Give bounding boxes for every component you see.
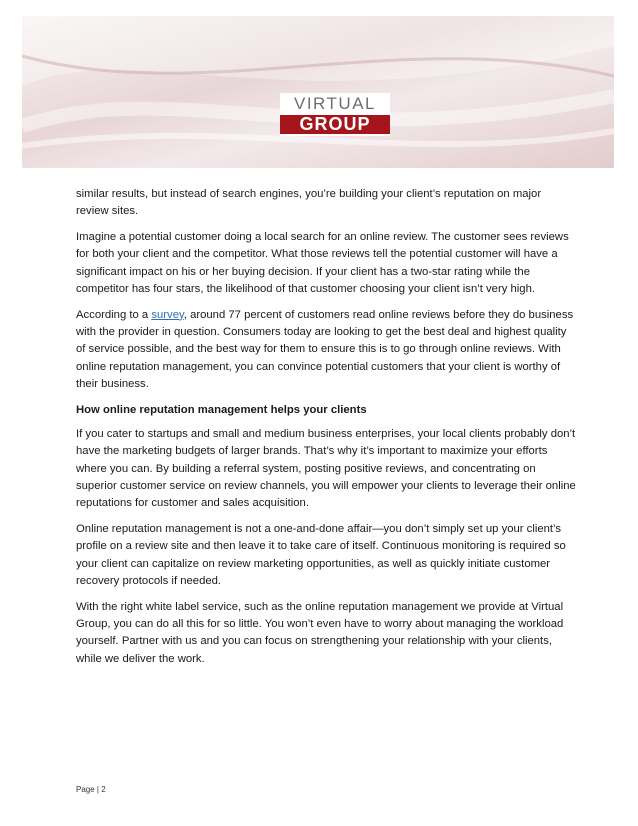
- document-body: [76, 186, 576, 676]
- header-banner: [22, 16, 614, 168]
- logo-text-group: GROUP: [280, 115, 390, 134]
- logo-text-virtual: VIRTUAL: [294, 94, 376, 113]
- paragraph-5: Online reputation management is not a one-and-done affair—you don’t simply set up your client’s profile on a review site and then leave it to take care of itself. Continuous monitoring is required so your client can capitalize on review marketing opportunities, as well as quickly initiate customer recovery protocols if needed.: [76, 523, 566, 587]
- section-heading: How online reputation management helps your clients: [76, 403, 367, 416]
- paragraph-1: similar results, but instead of search engines, you’re building your client’s reputation on major review sites.: [76, 188, 542, 218]
- paragraph-3: [76, 307, 576, 393]
- page-number: Page | 2: [76, 785, 106, 794]
- survey-link[interactable]: survey: [151, 308, 184, 321]
- paragraph-2: Imagine a potential customer doing a local search for an online review. The customer sees reviews for both your client and the competitor. What those reviews tell the potential customer will have a significant impact on his or her buying decision. If your client has a two-star rating while the competitor has four stars, the likelihood of that customer choosing your client isn’t very high.: [76, 231, 569, 295]
- banner-wave-graphic: [22, 16, 614, 168]
- paragraph-3-start: According to a: [76, 308, 152, 321]
- paragraph-4: If you cater to startups and small and medium business enterprises, your local clients probably don’t have the marketing budgets of larger brands. That’s why it’s important to maximize your efforts where you can. By building a referral system, posting positive reviews, and concentrating on superior customer service on review channels, you will empower your clients to leverage their online reputations for customer and sales acquisition.: [76, 428, 576, 510]
- paragraph-3-end: , around 77 percent of customers read online reviews before they do business with the provider in question. Consumers today are looking to get the best deal and highest quality of service possible, and the best way for them to ensure this is to go through online reviews. With online reputation management, you can convince potential customers that your client is worthy of their business.: [76, 308, 574, 390]
- virtual-group-logo: [280, 93, 390, 136]
- paragraph-6: With the right white label service, such as the online reputation management we provide at Virtual Group, you can do all this for so little. You won’t even have to worry about managing the workload yourself. Partner with us and you can focus on strengthening your relationship with your clients, while we deliver the work.: [76, 600, 564, 665]
